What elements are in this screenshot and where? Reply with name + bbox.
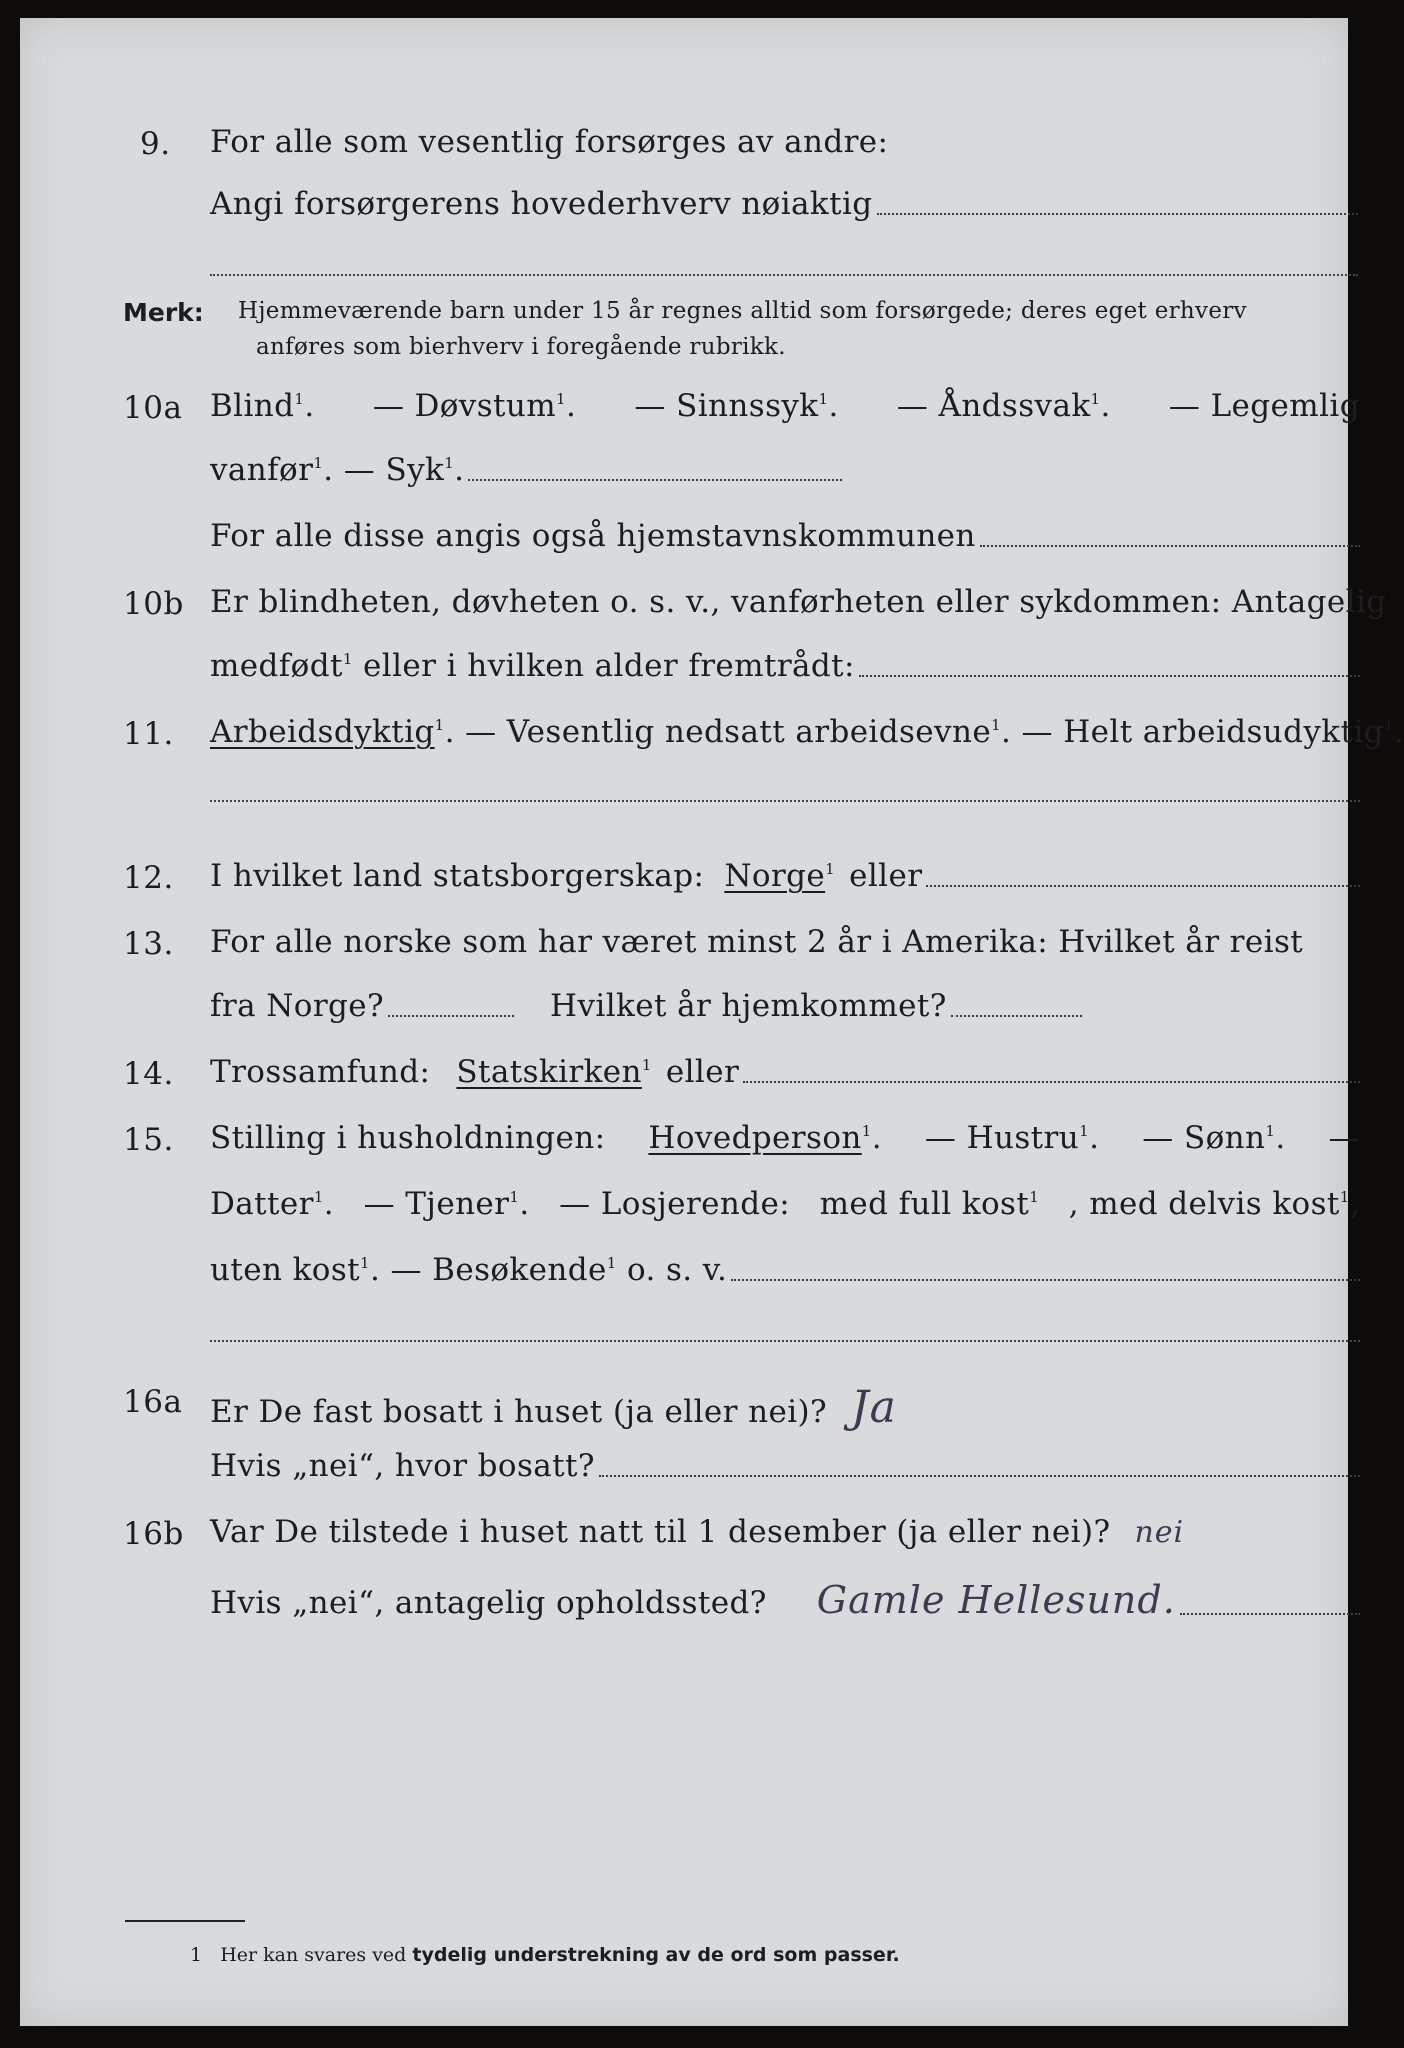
q16a-number: 16a xyxy=(123,1384,183,1420)
q11-opt-arbeidsdyktig[interactable]: Arbeidsdyktig$^1$ xyxy=(210,714,445,750)
q15-opt-hovedperson[interactable]: Hovedperson$^1$. xyxy=(648,1120,882,1156)
q10a-number: 10a xyxy=(123,390,183,426)
q16a-line2: Hvis „nei“, hvor bosatt? xyxy=(210,1448,595,1484)
q10a-opt-dovstum[interactable]: — Døvstum$^1$. xyxy=(372,388,577,424)
q12-text: I hvilket land statsborgerskap: xyxy=(210,858,705,894)
footnote-mark: 1 xyxy=(190,1944,203,1966)
q15-opt-datter[interactable]: Datter$^1$. xyxy=(210,1186,335,1222)
q15-opt-hustru[interactable]: — Hustru$^1$. xyxy=(924,1120,1100,1156)
q15-opt-uten-kost[interactable]: uten kost$^1$. xyxy=(210,1252,391,1288)
q15-opt-sonn[interactable]: — Sønn$^1$. xyxy=(1142,1120,1286,1156)
q14-after: eller xyxy=(665,1054,740,1090)
census-form-page xyxy=(20,18,1404,2026)
q13-number: 13. xyxy=(123,926,174,962)
q14-text: Trossamfund: xyxy=(210,1054,431,1090)
q12-after: eller xyxy=(849,858,923,894)
q15-opt-full-kost[interactable]: med full kost$^1$ xyxy=(819,1186,1040,1222)
q10b-line2: eller i hvilken alder fremtrådt: xyxy=(363,648,855,684)
q13-reist-label: fra Norge? xyxy=(210,988,385,1024)
q10a-opt-sinnssyk[interactable]: — Sinnssyk$^1$. xyxy=(634,388,839,424)
q10b-alder-field[interactable] xyxy=(859,675,1360,677)
q16a-line1: Er De fast bosatt i huset (ja eller nei)? xyxy=(210,1394,828,1430)
q15-number: 15. xyxy=(123,1122,174,1158)
q10a-options xyxy=(210,388,1360,424)
q13-line1: For alle norske som har været minst 2 år i Amerika: Hvilket år reist xyxy=(210,924,1304,960)
q15-losjerende: — Losjerende: xyxy=(559,1186,791,1222)
q12-land-field[interactable] xyxy=(926,885,1360,887)
q13-hjem-label: Hvilket år hjemkommet? xyxy=(550,988,947,1024)
footnote-bold: tydelig understrekning av de ord som passer. xyxy=(412,1944,900,1966)
q10a-opt-blind[interactable]: Blind$^1$. xyxy=(210,388,315,424)
q11-opt-nedsatt[interactable]: . — Vesentlig nedsatt arbeidsevne$^1$ xyxy=(444,714,1002,750)
q13-hjem-field[interactable] xyxy=(951,1015,1082,1017)
q9-line2: Angi forsørgerens hovederhverv nøiaktig xyxy=(210,186,873,222)
q10b-opt-medfodt[interactable]: medfødt$^1$ xyxy=(210,648,353,684)
q11-opt-udyktig[interactable]: . — Helt arbeidsudyktig$^1$. xyxy=(1001,714,1404,750)
merk-label: Merk: xyxy=(123,298,204,327)
q16b-line2: Hvis „nei“, antagelig opholdssted? xyxy=(210,1585,767,1621)
q15-osv: o. s. v. xyxy=(626,1252,728,1288)
q9-answer-field-2[interactable] xyxy=(210,274,1358,276)
q15-dash: — xyxy=(1328,1120,1360,1156)
q15-opt-besokende[interactable]: — Besøkende$^1$ xyxy=(390,1252,617,1288)
q15-opt-delvis-kost[interactable]: , med delvis kost$^1$, xyxy=(1068,1186,1360,1222)
q11-number: 11. xyxy=(123,716,174,752)
q16b-opphold-field[interactable] xyxy=(1180,1613,1360,1615)
q12-opt-norge[interactable]: Norge$^1$ xyxy=(724,858,836,894)
q16a-answer[interactable]: Ja xyxy=(851,1382,897,1433)
q10b-line1: Er blindheten, døvheten o. s. v., vanførheten eller sykdommen: Antagelig xyxy=(210,584,1387,620)
q15-field[interactable] xyxy=(731,1279,1360,1281)
q10a-opt-vanfor[interactable]: vanfør$^1$. xyxy=(210,452,344,488)
q9-answer-field[interactable] xyxy=(877,213,1358,215)
q14-field[interactable] xyxy=(743,1081,1360,1083)
q16b-number: 16b xyxy=(123,1516,184,1552)
q10a-kommune-field[interactable] xyxy=(980,545,1360,547)
q9-number: 9. xyxy=(140,126,171,162)
merk-line1: Hjemmeværende barn under 15 år regnes alltid som forsørgede; deres eget erhverv xyxy=(238,298,1247,324)
q16b-opphold-answer[interactable]: Gamle Hellesund. xyxy=(816,1578,1176,1622)
footnote xyxy=(190,1944,900,1966)
footnote-rule xyxy=(125,1920,245,1922)
q16b-answer[interactable]: nei xyxy=(1134,1515,1185,1550)
q14-opt-statskirken[interactable]: Statskirken$^1$ xyxy=(456,1054,652,1090)
q16a-bosatt-field[interactable] xyxy=(599,1475,1360,1477)
q11-answer-field[interactable] xyxy=(210,800,1360,802)
q12-number: 12. xyxy=(123,860,174,896)
q9-line1: For alle som vesentlig forsørges av andre: xyxy=(210,124,889,160)
q16b-line1: Var De tilstede i huset natt til 1 desember (ja eller nei)? xyxy=(210,1514,1111,1550)
footnote-plain: Her kan svares ved xyxy=(220,1944,407,1966)
q10a-opt-andssvak[interactable]: — Åndssvak$^1$. xyxy=(896,388,1111,424)
q14-number: 14. xyxy=(123,1056,174,1092)
q10a-opt-legemlig[interactable]: — Legemlig xyxy=(1168,388,1360,424)
q10a-line3: For alle disse angis også hjemstavnskommunen xyxy=(210,518,976,554)
q13-reist-field[interactable] xyxy=(388,1015,514,1017)
q15-text: Stilling i husholdningen: xyxy=(210,1120,606,1156)
q10a-syk-field[interactable] xyxy=(468,479,842,481)
merk-line2: anføres som bierhverv i foregående rubrikk. xyxy=(256,334,786,360)
q15-opt-tjener[interactable]: — Tjener$^1$. xyxy=(363,1186,530,1222)
q10a-opt-syk[interactable]: — Syk$^1$. xyxy=(343,452,465,488)
q10b-number: 10b xyxy=(123,586,184,622)
q15-field-2[interactable] xyxy=(210,1340,1360,1342)
merk-note xyxy=(238,293,1358,365)
